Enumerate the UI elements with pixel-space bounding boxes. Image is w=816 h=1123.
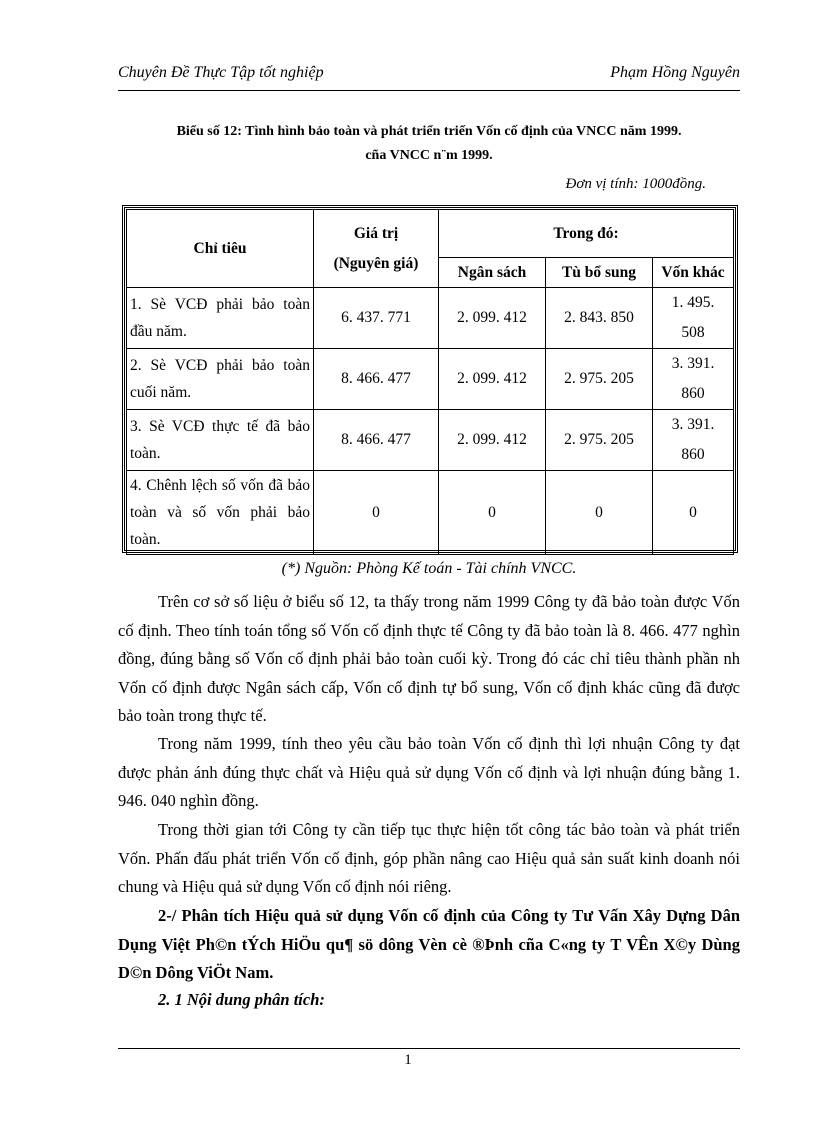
cell-von-khac-line1: 3. 391. <box>671 416 715 433</box>
paragraph-1 <box>118 588 740 731</box>
row-label: 4. Chênh lệch số vốn đã bảo toàn và số vốn phải bảo toàn. <box>127 471 314 555</box>
cell-gia-tri: 0 <box>314 471 439 555</box>
capital-table <box>122 205 738 553</box>
row-label: 2. Sè VCĐ phải bảo toàn cuối năm. <box>127 349 314 410</box>
footer-rule <box>118 1048 740 1049</box>
table-row <box>127 349 734 410</box>
capital-table-grid <box>126 209 734 555</box>
header-ngan-sach: Ngân sách <box>439 258 546 288</box>
table-row <box>127 288 734 349</box>
cell-von-khac <box>653 288 734 349</box>
table-caption-line2: cña VNCC n¨m 1999. <box>365 148 493 163</box>
header-right-text: Phạm Hồng Nguyên <box>610 64 740 81</box>
cell-tu-bo-sung: 2. 975. 205 <box>546 410 653 471</box>
header-gia-tri <box>314 210 439 288</box>
cell-von-khac-line2: 860 <box>681 385 705 402</box>
cell-von-khac-line2: 508 <box>681 324 705 341</box>
cell-ngan-sach: 0 <box>439 471 546 555</box>
cell-von-khac-line1: 3. 391. <box>671 355 715 372</box>
cell-gia-tri: 8. 466. 477 <box>314 410 439 471</box>
cell-von-khac: 0 <box>653 471 734 555</box>
header-trong-do: Trong đó: <box>439 210 734 258</box>
paragraph-text: Trong năm 1999, tính theo yêu cầu bảo toàn Vốn cố định thì lợi nhuận Công ty đạt được phản ánh đúng thực chất và Hiệu quả sử dụng Vốn cố định và lợi nhuận đúng bằng 1. 946. 040 nghìn đồng. <box>118 734 740 810</box>
cell-tu-bo-sung: 0 <box>546 471 653 555</box>
cell-tu-bo-sung: 2. 843. 850 <box>546 288 653 349</box>
header-tu-bo-sung: Tù bổ sung <box>546 258 653 288</box>
cell-tu-bo-sung: 2. 975. 205 <box>546 349 653 410</box>
cell-gia-tri: 8. 466. 477 <box>314 349 439 410</box>
cell-von-khac-line1: 1. 495. <box>671 294 715 311</box>
row-label: 1. Sè VCĐ phải bảo toàn đầu năm. <box>127 288 314 349</box>
section-heading: 2-/ Phân tích Hiệu quả sử dụng Vốn cố định của Công ty Tư Vấn Xây Dựng Dân Dụng Việt Ph©n tÝch HiÖu qu¶ sö dông Vèn cè ®Þnh cña C«ng ty T VÊn X©y Dùng D©n Dông ViÖt Nam. <box>118 906 740 982</box>
table-caption <box>118 120 740 168</box>
page-header <box>118 64 740 91</box>
header-chi-tieu: Chỉ tiêu <box>127 210 314 288</box>
paragraph-text: Trong thời gian tới Công ty cần tiếp tục thực hiện tốt công tác bảo toàn và phát triển Vốn. Phấn đấu phát triển Vốn cố định, góp phần nâng cao Hiệu quả sản suất kinh doanh nói chung và Hiệu quả sử dụng Vốn cố định nói riêng. <box>118 820 740 896</box>
paragraph-3 <box>118 816 740 902</box>
source-note: (*) Nguồn: Phòng Kế toán - Tài chính VNCC. <box>281 560 577 577</box>
header-gia-tri-line1: Giá trị <box>353 224 399 242</box>
cell-von-khac <box>653 410 734 471</box>
paragraph-2 <box>118 730 740 816</box>
cell-ngan-sach: 2. 099. 412 <box>439 288 546 349</box>
page-number: 1 <box>404 1052 412 1068</box>
cell-von-khac <box>653 349 734 410</box>
cell-ngan-sach: 2. 099. 412 <box>439 349 546 410</box>
header-von-khac: Vốn khác <box>653 258 734 288</box>
header-left-text: Chuyên Đề Thực Tập tốt nghiệp <box>118 64 324 81</box>
header-gia-tri-line2: (Nguyên giá) <box>333 254 419 272</box>
table-row <box>127 410 734 471</box>
unit-note: Đơn vị tính: 1000đồng. <box>565 176 706 192</box>
paragraph-text: Trên cơ sở số liệu ở biểu số 12, ta thấy trong năm 1999 Công ty đã bảo toàn được Vốn cố định. Theo tính toán tổng số Vốn cố định thực tế Công ty đã bảo toàn là 8. 466. 477 nghìn đồng, đúng bằng số Vốn cố định phải bảo toàn cuối kỳ. Trong đó các chỉ tiêu thành phần nh Vốn cố định được Ngân sách cấp, Vốn cố định tự bổ sung, Vốn cố định khác cũng đã được bảo toàn trong thực tế. <box>118 592 740 725</box>
cell-ngan-sach: 2. 099. 412 <box>439 410 546 471</box>
row-label: 3. Sè VCĐ thực tế đã bảo toàn. <box>127 410 314 471</box>
cell-gia-tri: 6. 437. 771 <box>314 288 439 349</box>
subsection-heading: 2. 1 Nội dung phân tích: <box>158 990 325 1009</box>
table-caption-line1: Biểu số 12: Tình hình bảo toàn và phát triển triển Vốn cố định của VNCC năm 1999. <box>176 124 682 139</box>
table-header-row <box>127 210 734 258</box>
table-row <box>127 471 734 555</box>
cell-von-khac-line2: 860 <box>681 446 705 463</box>
